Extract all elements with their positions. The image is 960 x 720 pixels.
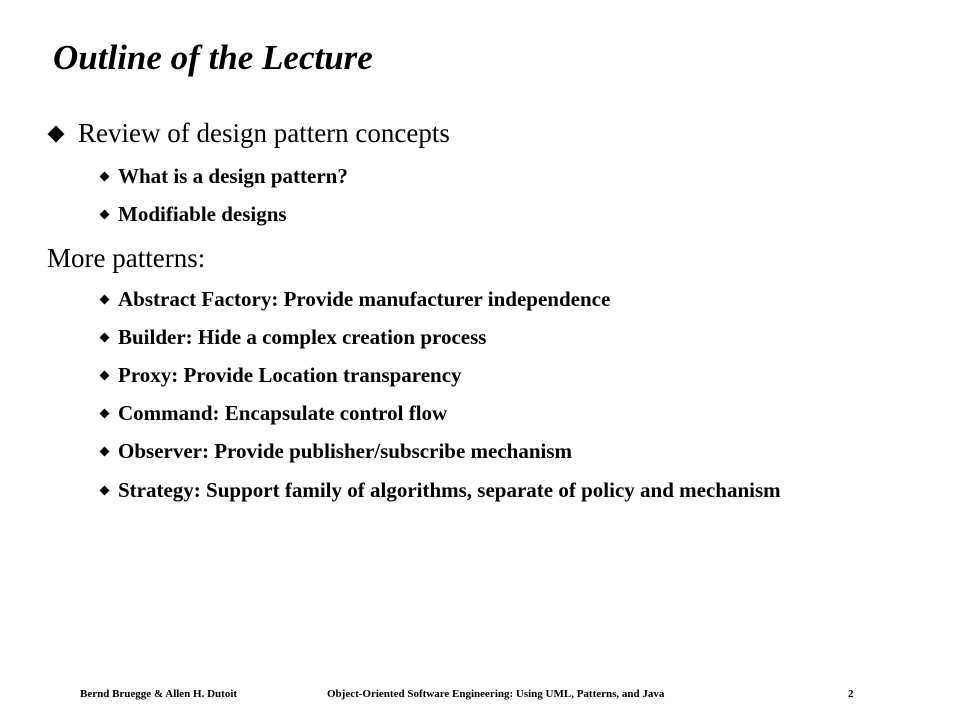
review-item: Modifiable designs — [118, 202, 287, 226]
diamond-bullet-icon — [100, 486, 110, 496]
pattern-item: Observer: Provide publisher/subscribe mechanism — [118, 439, 573, 463]
pattern-item: Command: Encapsulate control flow — [118, 401, 448, 425]
footer-authors: Bernd Bruegge & Allen H. Dutoit — [80, 688, 238, 700]
pattern-item: Proxy: Provide Location transparency — [118, 363, 462, 387]
diamond-bullet-icon — [100, 172, 110, 182]
footer-page-number: 2 — [848, 688, 854, 700]
diamond-bullet-icon — [100, 333, 110, 343]
pattern-item: Builder: Hide a complex creation process — [118, 325, 487, 349]
diamond-bullet-icon — [100, 447, 110, 457]
slide-title: Outline of the Lecture — [53, 38, 373, 77]
review-item: What is a design pattern? — [118, 164, 348, 188]
more-patterns-heading: More patterns: — [47, 243, 206, 273]
diamond-bullet-icon — [48, 126, 65, 143]
pattern-item: Strategy: Support family of algorithms, separate of policy and mechanism — [118, 478, 781, 502]
diamond-bullet-icon — [100, 295, 110, 305]
pattern-item: Abstract Factory: Provide manufacturer independence — [118, 287, 611, 311]
diamond-bullet-icon — [100, 409, 110, 419]
diamond-bullet-icon — [100, 210, 110, 220]
footer-book-title: Object-Oriented Software Engineering: Using UML, Patterns, and Java — [327, 688, 665, 700]
diamond-bullet-icon — [100, 371, 110, 381]
review-heading: Review of design pattern concepts — [78, 118, 450, 148]
